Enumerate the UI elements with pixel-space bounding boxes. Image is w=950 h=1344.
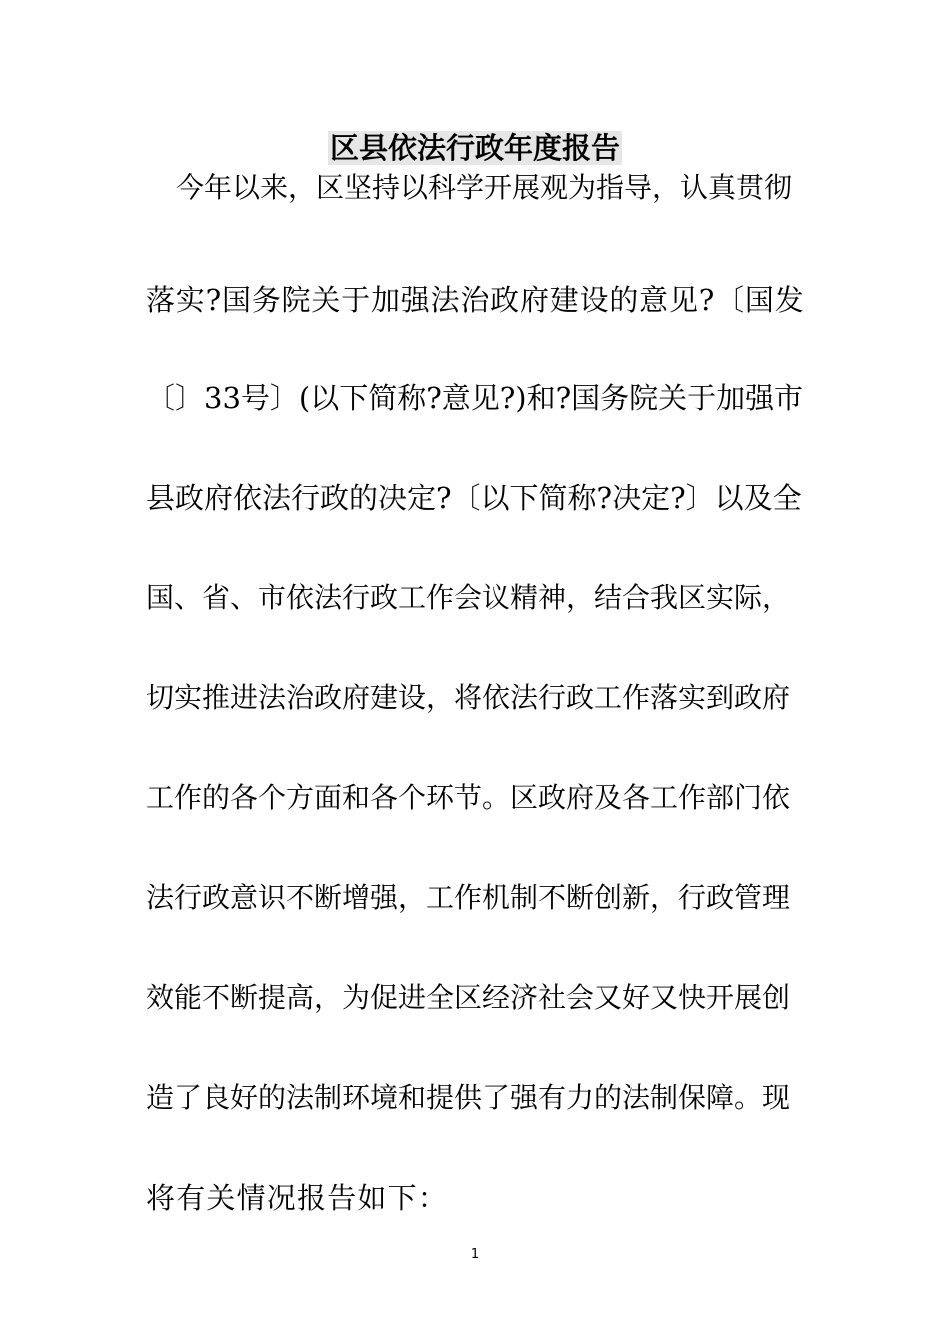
document-title	[0, 126, 950, 170]
paragraph-line-3: 〔〕33号〕(以下简称?意见?)和?国务院关于加强市	[146, 381, 804, 415]
paragraph-line-9: 效能不断提高，为促进全区经济社会又好又快开展创	[146, 981, 791, 1014]
paragraph-line-2: 落实?国务院关于加强法治政府建设的意见?〔国发	[146, 283, 805, 317]
paragraph-line-5: 国、省、市依法行政工作会议精神，结合我区实际，	[146, 581, 791, 614]
paragraph-line-1: 今年以来，区坚持以科学开展观为指导，认真贯彻	[176, 171, 793, 204]
paragraph-line-11: 将有关情况报告如下：	[146, 1181, 449, 1215]
paragraph-line-10: 造了良好的法制环境和提供了强有力的法制保障。现	[146, 1081, 791, 1114]
paragraph-line-4: 县政府依法行政的决定?〔以下简称?决定?〕以及全	[146, 481, 802, 515]
paragraph-line-7: 工作的各个方面和各个环节。区政府及各工作部门依	[146, 781, 791, 814]
document-title-text: 区县依法行政年度报告	[329, 131, 620, 165]
paragraph-line-8: 法行政意识不断增强，工作机制不断创新，行政管理	[146, 881, 791, 914]
page-number: 1	[470, 1247, 480, 1262]
paragraph-line-6: 切实推进法治政府建设，将依法行政工作落实到政府	[146, 681, 791, 714]
